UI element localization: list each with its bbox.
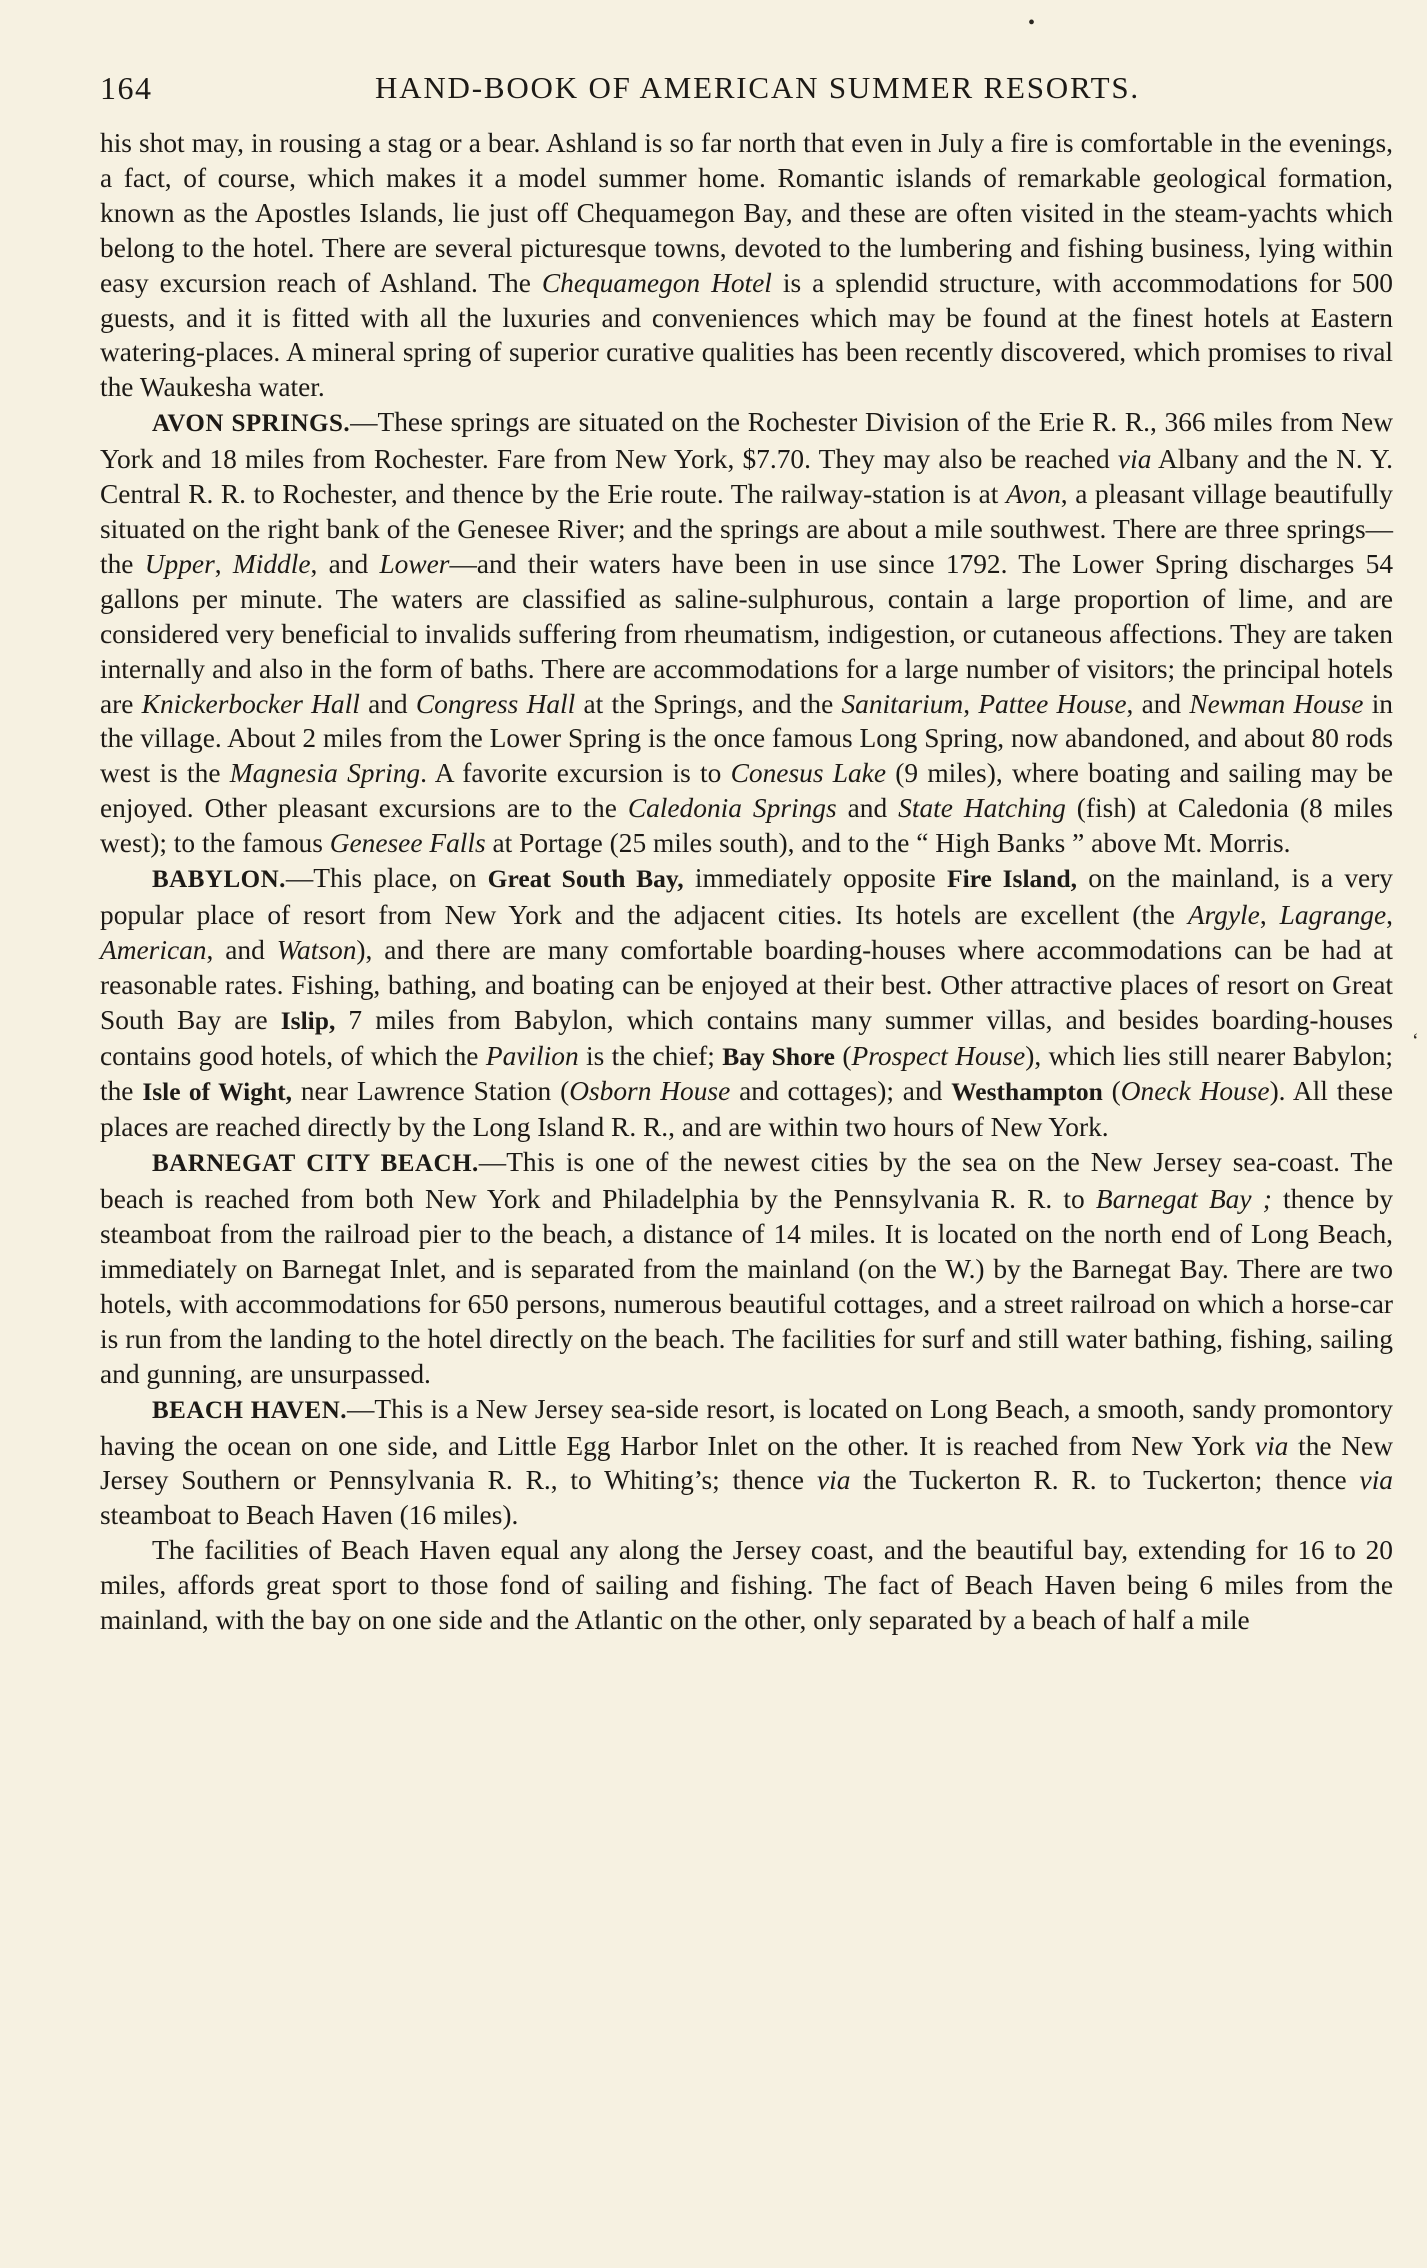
- text-run: , and: [206, 934, 277, 965]
- text-run: . A favorite excursion is to: [420, 758, 731, 789]
- text-run: his shot may, in rousing a stag or a bear. Ashland is so far north that even in July a fire is comfortable in the evenings, a fact, of course, which makes it a model summer home. Romantic islands of remarkable geological formation, known as the Apostles Islands, lie just off Chequamegon Bay, and these are often visited in the steam-yachts which belong to the hotel. There are several picturesque towns, devoted to the lumbering and fishing business, lying within easy excursion reach of Ashland. The: [100, 128, 1393, 298]
- text-run: in the village. About 2 miles from the Lower Spring is the once famous Long Spring, now abandoned, and about 80 rods west is the: [100, 688, 1394, 789]
- italic-term: via: [1254, 1430, 1289, 1461]
- text-run: —This is one of the newest cities by the sea on the New Jersey sea-coast. The beach is reached from both New York and Philadelphia by the Pennsylvania R. R. to: [100, 1147, 1394, 1215]
- entry-barnegat-city-beach: [100, 1145, 1393, 1391]
- place-name: Isle of Wight,: [142, 1077, 293, 1107]
- text-run: ,: [1386, 899, 1393, 930]
- place-name: Barnegat Bay ;: [1095, 1184, 1272, 1215]
- text-run: Albany and the N. Y. Central R. R. to Rochester, and thence by the Erie route. The railway-station is at: [100, 444, 1393, 510]
- text-run: , and: [1126, 688, 1190, 719]
- spring-name: Lower: [379, 548, 450, 579]
- place-name: Avon: [1006, 479, 1061, 510]
- page-number: 164: [100, 70, 153, 106]
- italic-term: via: [1117, 444, 1152, 475]
- text-run: The facilities of Beach Haven equal any along the Jersey coast, and the beautiful bay, extending for 16 to 20 miles, affords great sport to those fond of sailing and fishing. The fact of Beach Haven being 6 miles from the mainland, with the bay on one side and the Atlantic on the other, only separated by a beach of half a mile: [100, 1535, 1393, 1636]
- entry-avon-springs: [100, 405, 1393, 861]
- text-run: at Portage (25 miles south), and to the “ High Banks ” above Mt. Morris.: [485, 828, 1291, 859]
- text-run: steamboat to Beach Haven (16 miles).: [100, 1500, 519, 1531]
- text-run: —This place, on: [285, 863, 488, 894]
- text-run: and cottages); and: [730, 1076, 952, 1107]
- text-run: ,: [963, 688, 979, 719]
- place-name: Genesee Falls: [329, 828, 486, 859]
- hotel-name: Pavilion: [485, 1040, 579, 1071]
- text-run: (fish) at Caledonia (8 miles west); to the famous: [100, 793, 1393, 859]
- text-run: , and: [310, 548, 380, 579]
- place-name: Caledonia Springs: [627, 793, 837, 824]
- entry-heading: BARNEGAT CITY BEACH.: [152, 1150, 479, 1178]
- text-run: thence by steamboat from the railroad pier to the beach, a distance of 14 miles. It is located on the north end of Long Beach, immediately on Barnegat Inlet, and is separated from the mainland (on the W.) by the Barnegat Bay. There are two hotels, with accommodations for 650 persons, numerous beautiful cottages, and a street railroad on which a horse-car is run from the landing to the hotel directly on the beach. The facilities for surf and still water bathing, fishing, sailing and gunning, are unsurpassed.: [100, 1184, 1394, 1389]
- place-name: State Hatching: [898, 793, 1066, 824]
- print-speck: ‘: [1412, 1030, 1419, 1052]
- place-name: Bay Shore: [722, 1041, 835, 1071]
- text-run: the New Jersey Southern or Pennsylvania R. R., to Whiting’s; thence: [100, 1430, 1393, 1496]
- place-name: Fire Island,: [947, 864, 1078, 894]
- text-run: is a splendid structure, with accommodations for 500 guests, and it is fitted with all the luxuries and conveniences which may be found at the finest hotels at Eastern watering-places. A mineral spring of superior curative qualities has been recently discovered, which promises to rival the Waukesha water.: [100, 267, 1393, 403]
- text-run: immediately opposite: [683, 863, 948, 894]
- entry-heading: AVON SPRINGS.: [152, 410, 351, 438]
- text-run: the Tuckerton R. R. to Tuckerton; thence: [850, 1465, 1360, 1496]
- running-title: HAND-BOOK OF AMERICAN SUMMER RESORTS.: [375, 70, 1140, 105]
- entry-heading: BABYLON.: [152, 866, 286, 894]
- place-name: Islip,: [280, 1005, 336, 1035]
- italic-term: via: [816, 1465, 851, 1496]
- text-run: (: [1102, 1076, 1121, 1107]
- page-header: [100, 70, 1393, 126]
- spring-name: Upper: [144, 548, 215, 579]
- text-run: (: [834, 1040, 852, 1071]
- hotel-name: Newman House: [1189, 688, 1364, 719]
- hotel-name: Prospect House: [851, 1040, 1026, 1071]
- entry-beach-haven: [100, 1392, 1393, 1534]
- spring-name: Magnesia Spring: [229, 758, 421, 789]
- place-name: Great South Bay,: [487, 864, 684, 894]
- hotel-name: Argyle: [1187, 899, 1260, 930]
- text-run: at the Springs, and the: [575, 688, 842, 719]
- text-run: and: [359, 688, 416, 719]
- hotel-name: Osborn House: [569, 1076, 731, 1107]
- hotel-name: Sanitarium: [841, 688, 964, 719]
- text-run: —and their waters have been in use since 1792. The Lower Spring discharges 54 gallons per minute. The waters are classified as saline-sulphurous, contain a large proportion of lime, and are considered very beneficial to invalids suffering from rheumatism, indigestion, or cutaneous affections. They are taken internally and also in the form of baths. There are accommodations for a large number of visitors; the principal hotels are: [100, 548, 1394, 719]
- italic-term: via: [1359, 1465, 1393, 1496]
- text-run: near Lawrence Station (: [292, 1076, 570, 1107]
- print-speck: •: [1028, 12, 1036, 34]
- text-run: and: [836, 793, 899, 824]
- body-text: [100, 126, 1393, 1638]
- text-run: —These springs are situated on the Rochester Division of the Erie R. R., 366 miles from New York and 18 miles from Rochester. Fare from New York, $7.70. They may also be reached: [100, 407, 1393, 475]
- paragraph-ashland-continued: [100, 126, 1393, 405]
- text-run: is the chief;: [578, 1040, 723, 1071]
- hotel-name: Knickerbocker Hall: [141, 688, 360, 719]
- entry-babylon: [100, 861, 1393, 1145]
- hotel-name: Watson: [276, 934, 357, 965]
- entry-heading: BEACH HAVEN.: [152, 1396, 348, 1424]
- hotel-name: Congress Hall: [415, 688, 576, 719]
- text-run: ), which lies still nearer Babylon; the: [100, 1040, 1393, 1107]
- text-run: , a pleasant village beautifully situated on the right bank of the Genesee River; and the springs are about a mile southwest. There are three springs—the: [100, 479, 1393, 579]
- text-run: ,: [214, 548, 233, 579]
- hotel-name: Pattee House: [978, 688, 1127, 719]
- hotel-name: Oneck House: [1120, 1076, 1270, 1107]
- text-run: on the mainland, is a very popular place of resort from New York and the adjacent cities. Its hotels are excellent (the: [100, 863, 1394, 930]
- text-run: ), and there are many comfortable boarding-houses where accommodations can be had at reasonable rates. Fishing, bathing, and boating can be enjoyed at their best. Other attractive places of resort on Great South Bay are: [100, 934, 1394, 1035]
- text-run: (9 miles), where boating and sailing may be enjoyed. Other pleasant excursions are to the: [100, 758, 1394, 824]
- hotel-name: Lagrange: [1279, 899, 1387, 930]
- text-run: 7 miles from Babylon, which contains many summer villas, and besides boarding-houses contains good hotels, of which the: [100, 1004, 1394, 1071]
- text-run: ,: [1259, 899, 1280, 930]
- hotel-name: American: [100, 934, 207, 965]
- place-name: Westhampton: [951, 1077, 1103, 1107]
- paragraph-beach-haven-facilities: [100, 1533, 1393, 1638]
- text-run: ). All these places are reached directly by the Long Island R. R., and are within two hours of New York.: [100, 1076, 1393, 1143]
- spring-name: Middle: [232, 548, 311, 579]
- text-run: —This is a New Jersey sea-side resort, is located on Long Beach, a smooth, sandy promontory having the ocean on one side, and Little Egg Harbor Inlet on the other. It is reached from New York: [100, 1393, 1393, 1461]
- place-name: Conesus Lake: [730, 758, 886, 789]
- hotel-name: Chequamegon Hotel: [541, 267, 772, 298]
